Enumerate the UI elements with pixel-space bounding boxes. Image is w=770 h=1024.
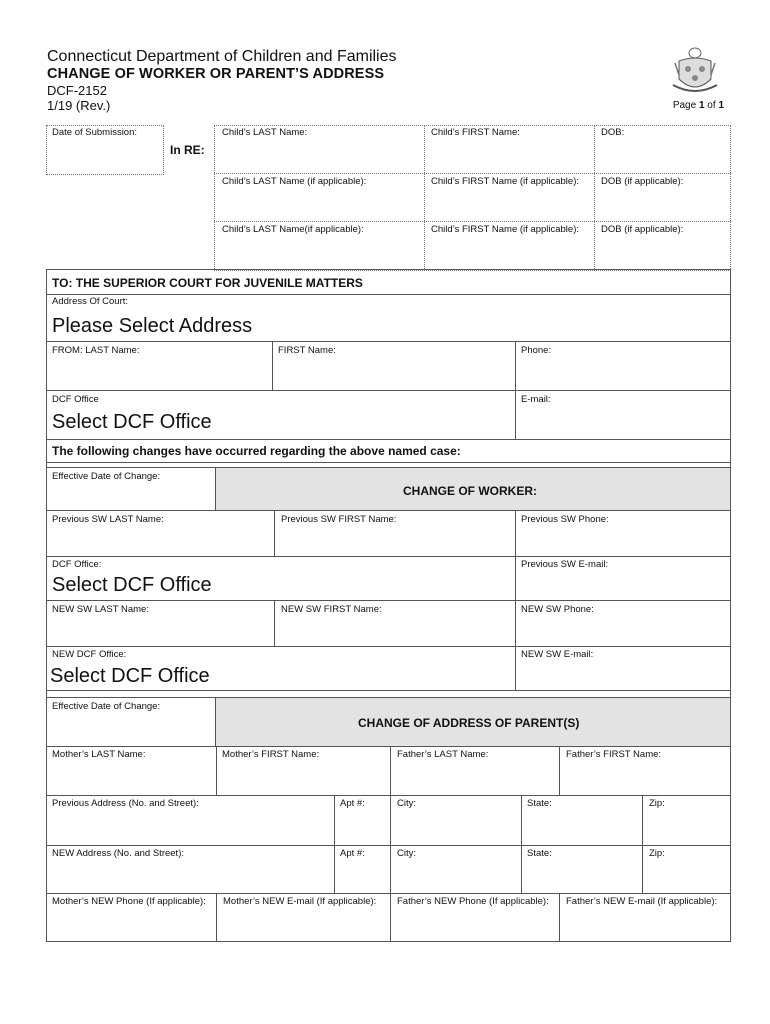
father-first-name-label: Father’s FIRST Name:: [566, 749, 662, 760]
prev-sw-email-label: Previous SW E-mail:: [521, 559, 609, 570]
new-apt-label: Apt #:: [340, 848, 365, 859]
child-last-name-3-label: Child’s LAST Name(if applicable):: [222, 224, 364, 235]
prev-dcf-office-label: DCF Office:: [52, 559, 102, 570]
new-zip-label: Zip:: [649, 848, 665, 859]
new-city-label: City:: [397, 848, 416, 859]
child-first-name-2-label: Child’s FIRST Name (if applicable):: [431, 176, 580, 187]
previous-city-label: City:: [397, 798, 416, 809]
mother-new-email-label: Mother’s NEW E-mail (If applicable):: [223, 896, 377, 907]
mother-new-phone-label: Mother’s NEW Phone (If applicable):: [52, 896, 206, 907]
mother-last-name-label: Mother’s LAST Name:: [52, 749, 146, 760]
changes-heading: The following changes have occurred regarding the above named case:: [52, 444, 461, 458]
agency-name: Connecticut Department of Children and Families: [47, 48, 397, 65]
new-dcf-office-label: NEW DCF Office:: [52, 649, 127, 660]
from-first-name-label: FIRST Name:: [278, 345, 336, 356]
dob-3-label: DOB (if applicable):: [601, 224, 684, 235]
previous-state-label: State:: [527, 798, 552, 809]
dob-2-label: DOB (if applicable):: [601, 176, 684, 187]
previous-zip-label: Zip:: [649, 798, 665, 809]
father-new-phone-label: Father’s NEW Phone (If applicable):: [397, 896, 549, 907]
child-last-name-2-label: Child’s LAST Name (if applicable):: [222, 176, 367, 187]
from-last-name-label: FROM: LAST Name:: [52, 345, 140, 356]
change-of-worker-heading: CHANGE OF WORKER:: [403, 484, 537, 498]
page-number: Page 1 of 1: [672, 100, 724, 111]
in-re-label: In RE:: [170, 143, 205, 157]
court-heading: TO: THE SUPERIOR COURT FOR JUVENILE MATTERS: [52, 276, 363, 290]
new-address-label: NEW Address (No. and Street):: [52, 848, 184, 859]
prev-sw-last-name-label: Previous SW LAST Name:: [52, 514, 164, 525]
address-of-court-label: Address Of Court:: [52, 296, 129, 307]
father-last-name-label: Father’s LAST Name:: [397, 749, 489, 760]
from-phone-label: Phone:: [521, 345, 552, 356]
new-sw-first-name-label: NEW SW FIRST Name:: [281, 604, 382, 615]
previous-apt-label: Apt #:: [340, 798, 365, 809]
dcf-office-label: DCF Office: [52, 394, 99, 405]
child-first-name-label: Child’s FIRST Name:: [431, 127, 520, 138]
father-new-email-label: Father’s NEW E-mail (If applicable):: [566, 896, 718, 907]
mother-first-name-label: Mother’s FIRST Name:: [222, 749, 320, 760]
date-of-submission-label: Date of Submission:: [52, 127, 138, 138]
form-revision: 1/19 (Rev.): [47, 98, 111, 113]
new-state-label: State:: [527, 848, 552, 859]
court-address-select[interactable]: Please Select Address: [52, 315, 253, 337]
prev-sw-first-name-label: Previous SW FIRST Name:: [281, 514, 397, 525]
form-number: DCF-2152: [47, 83, 107, 98]
prev-dcf-office-select[interactable]: Select DCF Office: [52, 574, 212, 596]
form-title: CHANGE OF WORKER OR PARENT’S ADDRESS: [47, 66, 385, 82]
previous-address-label: Previous Address (No. and Street):: [52, 798, 199, 809]
new-sw-phone-label: NEW SW Phone:: [521, 604, 594, 615]
dcf-office-select[interactable]: Select DCF Office: [52, 411, 212, 433]
child-last-name-label: Child’s LAST Name:: [222, 127, 308, 138]
state-seal-icon: [671, 45, 719, 97]
new-dcf-office-select[interactable]: Select DCF Office: [50, 665, 210, 687]
change-of-address-heading: CHANGE OF ADDRESS OF PARENT(S): [358, 716, 580, 730]
prev-sw-phone-label: Previous SW Phone:: [521, 514, 609, 525]
address-effective-date-label: Effective Date of Change:: [52, 701, 161, 712]
new-sw-email-label: NEW SW E-mail:: [521, 649, 594, 660]
worker-effective-date-label: Effective Date of Change:: [52, 471, 161, 482]
from-email-label: E-mail:: [521, 394, 551, 405]
new-sw-last-name-label: NEW SW LAST Name:: [52, 604, 149, 615]
dob-label: DOB:: [601, 127, 625, 138]
child-first-name-3-label: Child’s FIRST Name (if applicable):: [431, 224, 580, 235]
